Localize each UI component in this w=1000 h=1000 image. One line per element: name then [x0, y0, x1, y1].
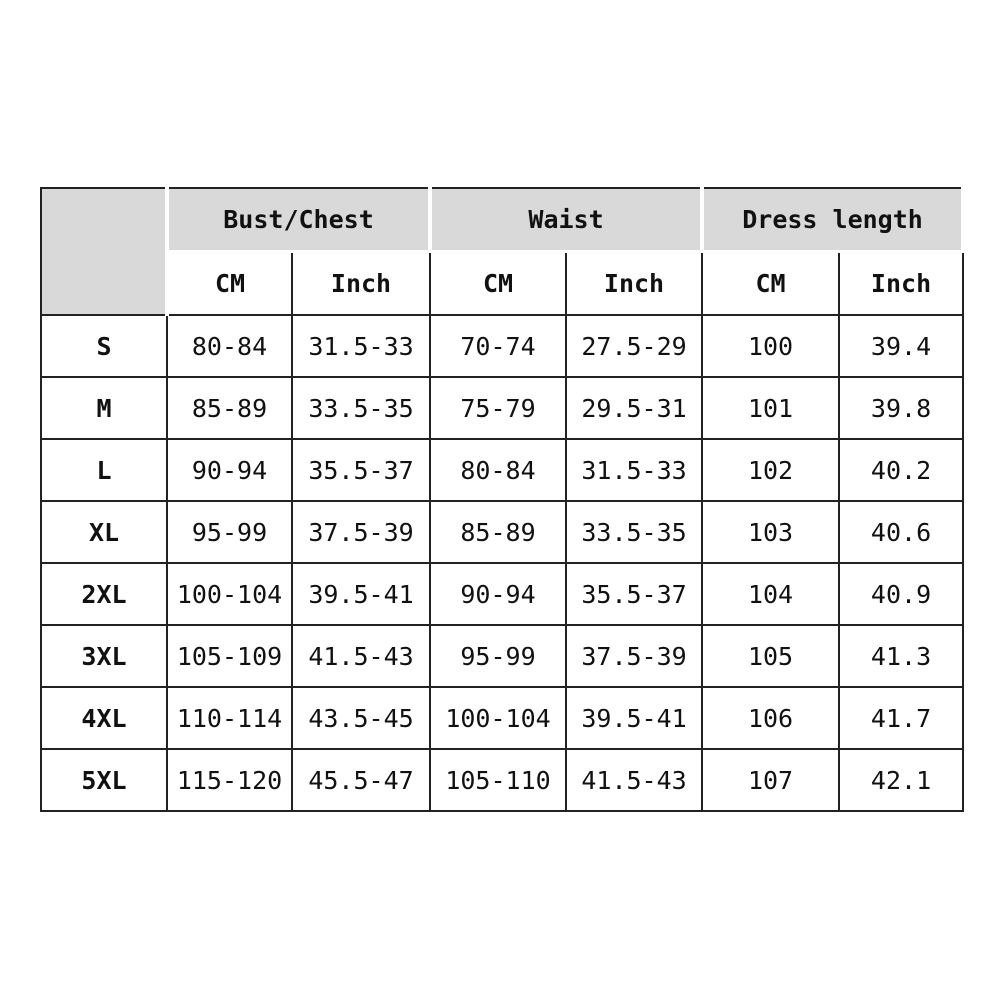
- table-cell: 29.5-31: [566, 377, 702, 439]
- table-cell: 37.5-39: [292, 501, 430, 563]
- size-label: XL: [41, 501, 167, 563]
- table-cell: 105: [702, 625, 839, 687]
- table-cell: 100: [702, 315, 839, 377]
- table-cell: 107: [702, 749, 839, 811]
- size-label: M: [41, 377, 167, 439]
- table-cell: 33.5-35: [566, 501, 702, 563]
- table-cell: 41.5-43: [292, 625, 430, 687]
- table-cell: 102: [702, 439, 839, 501]
- table-cell: 35.5-37: [292, 439, 430, 501]
- table-cell: 39.4: [839, 315, 963, 377]
- table-cell: 39.5-41: [292, 563, 430, 625]
- table-cell: 41.5-43: [566, 749, 702, 811]
- header-dress-length: Dress length: [702, 188, 963, 252]
- table-cell: 35.5-37: [566, 563, 702, 625]
- unit-header-bust-cm: CM: [167, 252, 292, 316]
- table-cell: 104: [702, 563, 839, 625]
- table-cell: 100-104: [167, 563, 292, 625]
- table-cell: 80-84: [167, 315, 292, 377]
- table-cell: 45.5-47: [292, 749, 430, 811]
- unit-header-length-cm: CM: [702, 252, 839, 316]
- table-cell: 37.5-39: [566, 625, 702, 687]
- table-row: [41, 377, 963, 439]
- table-cell: 31.5-33: [292, 315, 430, 377]
- header-corner-cell: [41, 188, 167, 315]
- table-cell: 70-74: [430, 315, 566, 377]
- table-row: [41, 749, 963, 811]
- table-cell: 40.6: [839, 501, 963, 563]
- table-cell: 90-94: [167, 439, 292, 501]
- table-cell: 103: [702, 501, 839, 563]
- table-cell: 42.1: [839, 749, 963, 811]
- unit-header-waist-inch: Inch: [566, 252, 702, 316]
- table-cell: 27.5-29: [566, 315, 702, 377]
- table-cell: 115-120: [167, 749, 292, 811]
- table-cell: 33.5-35: [292, 377, 430, 439]
- size-label: L: [41, 439, 167, 501]
- table-row: [41, 625, 963, 687]
- size-label: 5XL: [41, 749, 167, 811]
- unit-header-bust-inch: Inch: [292, 252, 430, 316]
- table-cell: 85-89: [430, 501, 566, 563]
- table-cell: 106: [702, 687, 839, 749]
- table-cell: 39.5-41: [566, 687, 702, 749]
- table-cell: 75-79: [430, 377, 566, 439]
- table-cell: 40.9: [839, 563, 963, 625]
- header-waist: Waist: [430, 188, 702, 252]
- table-cell: 95-99: [430, 625, 566, 687]
- table-cell: 39.8: [839, 377, 963, 439]
- table-cell: 41.7: [839, 687, 963, 749]
- table-cell: 100-104: [430, 687, 566, 749]
- table-cell: 90-94: [430, 563, 566, 625]
- header-bust-chest: Bust/Chest: [167, 188, 430, 252]
- table-row: [41, 315, 963, 377]
- size-label: S: [41, 315, 167, 377]
- table-cell: 105-110: [430, 749, 566, 811]
- table-cell: 41.3: [839, 625, 963, 687]
- table-cell: 95-99: [167, 501, 292, 563]
- table-row: [41, 501, 963, 563]
- size-label: 4XL: [41, 687, 167, 749]
- table-cell: 101: [702, 377, 839, 439]
- table-cell: 40.2: [839, 439, 963, 501]
- size-chart-table: [40, 187, 965, 812]
- table-cell: 43.5-45: [292, 687, 430, 749]
- size-label: 3XL: [41, 625, 167, 687]
- table-cell: 105-109: [167, 625, 292, 687]
- unit-header-waist-cm: CM: [430, 252, 566, 316]
- table-row: [41, 687, 963, 749]
- unit-header-length-inch: Inch: [839, 252, 963, 316]
- table-cell: 85-89: [167, 377, 292, 439]
- size-label: 2XL: [41, 563, 167, 625]
- table-row: [41, 563, 963, 625]
- table-row: [41, 439, 963, 501]
- table-cell: 31.5-33: [566, 439, 702, 501]
- table-cell: 110-114: [167, 687, 292, 749]
- table-cell: 80-84: [430, 439, 566, 501]
